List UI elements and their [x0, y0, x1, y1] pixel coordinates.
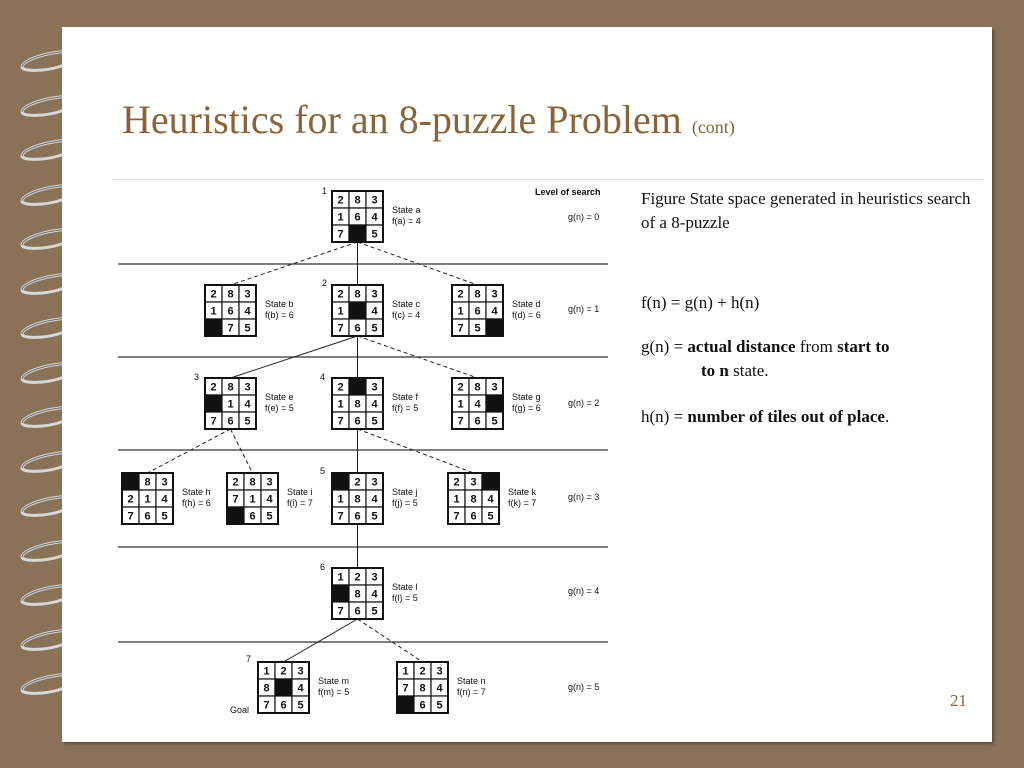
puzzle-tile: 4 [491, 305, 498, 318]
puzzle-tile: 5 [474, 322, 481, 335]
puzzle-board-d [452, 285, 503, 336]
puzzle-tile: 7 [337, 228, 344, 241]
puzzle-tile: 8 [227, 288, 234, 301]
puzzle-tile: 2 [127, 493, 134, 506]
puzzle-tile: 3 [266, 476, 273, 489]
puzzle-board-g [452, 378, 503, 429]
puzzle-tile: 5 [371, 322, 378, 335]
puzzle-tile: 7 [127, 510, 134, 523]
puzzle-tile: 4 [371, 211, 378, 224]
puzzle-tile: 7 [263, 699, 270, 712]
puzzle-tile: 4 [161, 493, 168, 506]
puzzle-tile: 5 [371, 415, 378, 428]
puzzle-tile: 4 [297, 682, 304, 695]
puzzle-tile: 3 [491, 381, 498, 394]
puzzle-tile: 8 [470, 493, 477, 506]
puzzle-tile: 8 [249, 476, 256, 489]
puzzle-tile: 1 [227, 398, 234, 411]
puzzle-tile: 7 [337, 322, 344, 335]
puzzle-tile: 3 [470, 476, 477, 489]
puzzle-tile: 1 [337, 398, 344, 411]
puzzle-tile: 6 [227, 415, 234, 428]
slide-title [122, 96, 735, 143]
puzzle-tile: 3 [371, 288, 378, 301]
g-mid: from [795, 337, 838, 356]
puzzle-tile: 2 [337, 194, 344, 207]
puzzle-tile: 8 [354, 493, 361, 506]
state-name-m: State m [318, 676, 350, 686]
state-f-g: f(g) = 6 [512, 403, 541, 413]
puzzle-board-a [332, 191, 383, 242]
puzzle-board-l [332, 568, 383, 619]
puzzle-tile: 7 [227, 322, 234, 335]
state-f-f: f(f) = 5 [392, 403, 419, 413]
state-name-i: State i [287, 487, 313, 497]
puzzle-tile: 5 [297, 699, 304, 712]
puzzle-tile: 1 [337, 571, 344, 584]
puzzle-tile: 8 [144, 476, 151, 489]
puzzle-tile: 1 [337, 305, 344, 318]
puzzle-tile: 6 [354, 322, 361, 335]
puzzle-tile: 2 [337, 381, 344, 394]
puzzle-tile: 6 [227, 305, 234, 318]
puzzle-tile: 5 [244, 415, 251, 428]
puzzle-tile: 5 [487, 510, 494, 523]
slide-title-text: Heuristics for an 8-puzzle Problem [122, 97, 682, 142]
puzzle-tile: 2 [354, 476, 361, 489]
puzzle-tile: 5 [371, 228, 378, 241]
puzzle-tile: 6 [470, 510, 477, 523]
puzzle-tile: 2 [210, 288, 217, 301]
state-name-c: State c [392, 299, 421, 309]
g-bold-to-n: to n [701, 361, 729, 380]
state-name-b: State b [265, 299, 294, 309]
expansion-order-m: 7 [246, 654, 252, 664]
puzzle-tile: 3 [371, 194, 378, 207]
g-bold-start-to: start to [837, 337, 890, 356]
puzzle-tile: 6 [249, 510, 256, 523]
puzzle-tile: 1 [144, 493, 151, 506]
puzzle-tile: 3 [371, 381, 378, 394]
expansion-order-f: 4 [320, 372, 326, 382]
puzzle-tile: 6 [354, 415, 361, 428]
state-f-i: f(i) = 7 [287, 498, 313, 508]
state-name-e: State e [265, 392, 294, 402]
expansion-order-a: 1 [322, 186, 328, 196]
h-bold-tiles: number of tiles out of place [687, 407, 885, 426]
g-end: state. [728, 361, 769, 380]
puzzle-tile: 5 [491, 415, 498, 428]
state-f-d: f(d) = 6 [512, 310, 541, 320]
state-f-h: f(h) = 6 [182, 498, 211, 508]
expansion-order-c: 2 [322, 278, 328, 288]
level-g-value: g(n) = 4 [568, 586, 600, 596]
puzzle-tile: 6 [280, 699, 287, 712]
puzzle-tile: 1 [402, 665, 409, 678]
formula-g [641, 335, 971, 383]
expansion-order-l: 6 [320, 562, 326, 572]
puzzle-board-i [227, 473, 278, 524]
expansion-order-j: 5 [320, 466, 326, 476]
puzzle-tile: 1 [249, 493, 256, 506]
puzzle-tile: 6 [474, 415, 481, 428]
level-g-value: g(n) = 1 [568, 304, 600, 314]
puzzle-board-j [332, 473, 383, 524]
puzzle-tile: 5 [266, 510, 273, 523]
puzzle-tile: 7 [457, 415, 464, 428]
expansion-order-e: 3 [194, 372, 200, 382]
puzzle-board-h [122, 473, 173, 524]
puzzle-tile: 5 [371, 510, 378, 523]
state-f-k: f(k) = 7 [508, 498, 537, 508]
puzzle-tile: 6 [144, 510, 151, 523]
g-second-line [641, 359, 971, 383]
puzzle-board-b [205, 285, 256, 336]
puzzle-tile: 3 [371, 571, 378, 584]
puzzle-tile: 6 [354, 510, 361, 523]
puzzle-tile: 2 [453, 476, 460, 489]
puzzle-tile: 5 [436, 699, 443, 712]
puzzle-board-c [332, 285, 383, 336]
puzzle-tile: 8 [419, 682, 426, 695]
puzzle-tile: 3 [244, 381, 251, 394]
state-name-d: State d [512, 299, 541, 309]
state-f-j: f(j) = 5 [392, 498, 418, 508]
puzzle-tile: 8 [354, 398, 361, 411]
state-name-h: State h [182, 487, 211, 497]
puzzle-tile: 1 [337, 493, 344, 506]
puzzle-tile: 4 [371, 398, 378, 411]
state-f-n: f(n) = 7 [457, 687, 486, 697]
puzzle-tile: 7 [337, 415, 344, 428]
puzzle-tile: 4 [371, 493, 378, 506]
puzzle-tile: 8 [474, 381, 481, 394]
state-f-m: f(m) = 5 [318, 687, 350, 697]
h-end: . [884, 407, 890, 426]
puzzle-tile: 1 [210, 305, 217, 318]
puzzle-tile: 4 [487, 493, 494, 506]
puzzle-tile: 7 [402, 682, 409, 695]
puzzle-tile: 4 [371, 588, 378, 601]
h-prefix: h(n) = [641, 407, 688, 426]
puzzle-tile: 4 [244, 305, 251, 318]
formula-f: f(n) = g(n) + h(n) [641, 293, 760, 312]
state-name-f: State f [392, 392, 419, 402]
puzzle-tile: 2 [457, 381, 464, 394]
puzzle-tile: 7 [453, 510, 460, 523]
puzzle-tile: 7 [337, 510, 344, 523]
puzzle-tile: 1 [457, 398, 464, 411]
state-f-l: f(l) = 5 [392, 593, 418, 603]
puzzle-tile: 6 [419, 699, 426, 712]
puzzle-tile: 1 [457, 305, 464, 318]
puzzle-tile: 8 [227, 381, 234, 394]
state-name-l: State l [392, 582, 418, 592]
puzzle-tile: 8 [354, 288, 361, 301]
state-name-k: State k [508, 487, 537, 497]
state-name-g: State g [512, 392, 541, 402]
tree-edge [148, 429, 231, 473]
puzzle-tile: 2 [232, 476, 239, 489]
g-prefix: g(n) = [641, 337, 688, 356]
puzzle-tile: 2 [419, 665, 426, 678]
state-name-a: State a [392, 205, 421, 215]
level-g-value: g(n) = 5 [568, 682, 600, 692]
formula-h [641, 405, 971, 429]
state-space-figure [110, 180, 620, 720]
puzzle-tile: 1 [453, 493, 460, 506]
level-header: Level of search [535, 187, 601, 197]
puzzle-tile: 3 [491, 288, 498, 301]
tree-edge [358, 429, 474, 473]
state-name-j: State j [392, 487, 418, 497]
slide-title-suffix: (cont) [691, 117, 735, 137]
level-g-value: g(n) = 0 [568, 212, 600, 222]
puzzle-tile: 5 [371, 605, 378, 618]
state-f-e: f(e) = 5 [265, 403, 294, 413]
puzzle-board-f [332, 378, 383, 429]
page-number: 21 [950, 691, 967, 710]
puzzle-tile: 5 [161, 510, 168, 523]
puzzle-tile: 8 [474, 288, 481, 301]
puzzle-tile: 7 [210, 415, 217, 428]
puzzle-tile: 3 [244, 288, 251, 301]
puzzle-tile: 2 [354, 571, 361, 584]
level-g-value: g(n) = 3 [568, 492, 600, 502]
state-f-c: f(c) = 4 [392, 310, 421, 320]
goal-label: Goal [230, 705, 250, 715]
puzzle-board-e [205, 378, 256, 429]
puzzle-tile: 7 [232, 493, 239, 506]
figure-caption: Figure State space generated in heuristics search of a 8-puzzle [641, 189, 971, 232]
explanation-text [641, 187, 971, 429]
puzzle-tile: 4 [436, 682, 443, 695]
state-f-a: f(a) = 4 [392, 216, 421, 226]
tree-edge [284, 619, 358, 662]
puzzle-board-k [448, 473, 499, 524]
puzzle-tile: 8 [263, 682, 270, 695]
puzzle-tile: 2 [210, 381, 217, 394]
puzzle-tile: 7 [457, 322, 464, 335]
puzzle-tile: 3 [161, 476, 168, 489]
puzzle-tile: 4 [474, 398, 481, 411]
puzzle-board-n [397, 662, 448, 713]
puzzle-tile: 3 [371, 476, 378, 489]
puzzle-tile: 2 [280, 665, 287, 678]
puzzle-tile: 4 [244, 398, 251, 411]
state-f-b: f(b) = 6 [265, 310, 294, 320]
puzzle-tile: 8 [354, 194, 361, 207]
puzzle-tile: 5 [244, 322, 251, 335]
puzzle-tile: 8 [354, 588, 361, 601]
puzzle-tile: 7 [337, 605, 344, 618]
g-bold-actual-distance: actual distance [687, 337, 796, 356]
puzzle-tile: 1 [337, 211, 344, 224]
level-g-value: g(n) = 2 [568, 398, 600, 408]
puzzle-tile: 3 [436, 665, 443, 678]
puzzle-tile: 2 [457, 288, 464, 301]
tree-edge [231, 429, 253, 473]
puzzle-tile: 2 [337, 288, 344, 301]
puzzle-tile: 6 [354, 211, 361, 224]
puzzle-tile: 4 [266, 493, 273, 506]
puzzle-tile: 4 [371, 305, 378, 318]
puzzle-tile: 1 [263, 665, 270, 678]
puzzle-tile: 6 [354, 605, 361, 618]
puzzle-board-m [258, 662, 309, 713]
tree-edge [358, 619, 423, 662]
state-name-n: State n [457, 676, 486, 686]
puzzle-tile: 6 [474, 305, 481, 318]
puzzle-tile: 3 [297, 665, 304, 678]
